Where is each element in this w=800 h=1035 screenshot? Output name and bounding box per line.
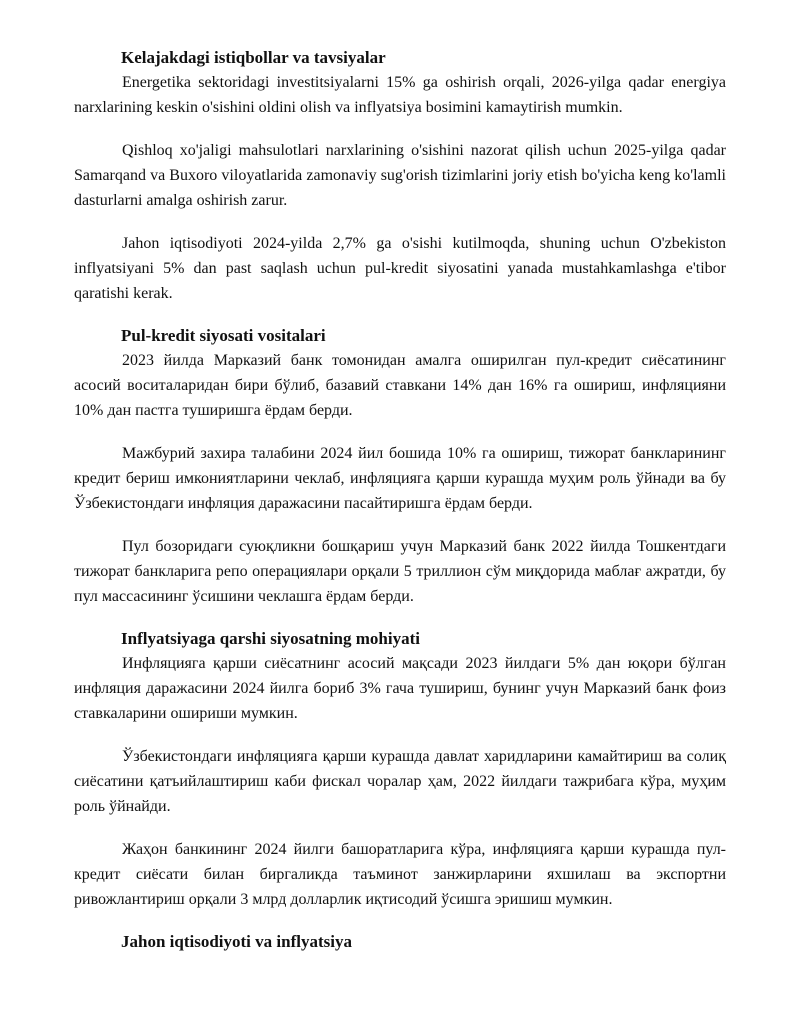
section-monetary-tools [74, 324, 726, 609]
paragraph: Jahon iqtisodiyoti 2024-yilda 2,7% ga o'sishi kutilmoqda, shuning uchun O'zbekiston inflyatsiyani 5% dan past saqlash uchun pul-kredit siyosatini yanada mustahkamlashga e'tibor qaratishi kerak. [74, 235, 726, 302]
paragraph: Инфляцияга қарши сиёсатнинг асосий мақсади 2023 йилдаги 5% дан юқори бўлган инфляция даражасини 2024 йилга бориб 3% гача тушириш, бунинг учун Марказий банк фоиз ставкаларини ошириши мумкин. [74, 655, 726, 722]
paragraph: Energetika sektoridagi investitsiyalarni 15% ga oshirish orqali, 2026-yilga qadar energiya narxlarining keskin o'sishini oldini olish va inflyatsiya bosimini kamaytirish mumkin. [74, 74, 726, 116]
paragraph: Пул бозоридаги суюқликни бошқариш учун Марказий банк 2022 йилда Тошкентдаги тижорат банкларига репо операциялари орқали 5 триллион сўм миқдорида маблағ ажратди, бу пул массасининг ўсишини чеклашга ёрдам берди. [74, 538, 726, 605]
section-heading: Kelajakdagi istiqbollar va tavsiyalar [121, 48, 386, 67]
section-future-prospects [74, 46, 726, 306]
paragraph: Мажбурий захира талабини 2024 йил бошида 10% га ошириш, тижорат банкларининг кредит бериш имкониятларини чеклаб, инфляцияга қарши курашда муҳим роль ўйнади ва бу Ўзбекистондаги инфляция даражасини пасайтиришга ёрдам берди. [74, 445, 726, 512]
paragraph: Qishloq xo'jaligi mahsulotlari narxlarining o'sishini nazorat qilish uchun 2025-yilga qadar Samarqand va Buxoro viloyatlarida zamonaviy sug'orish tizimlarini joriy etish bo'yicha keng ko'lamli dasturlarni amalga oshirish zarur. [74, 142, 726, 209]
paragraph: Жаҳон банкининг 2024 йилги башоратларига кўра, инфляцияга қарши курашда пул-кредит сиёсати билан биргаликда таъминот занжирларини яхшилаш ва экспортни ривожлантириш орқали 3 млрд долларлик иқтисодий ўсишга эришиш мумкин. [74, 841, 726, 908]
paragraph: Ўзбекистондаги инфляцияга қарши курашда давлат харидларини камайтириш ва солиқ сиёсатини қатъийлаштириш каби фискал чоралар ҳам, 2022 йилдаги тажрибага кўра, муҳим роль ўйнайди. [74, 748, 726, 815]
section-heading: Inflyatsiyaga qarshi siyosatning mohiyati [121, 629, 420, 648]
section-anti-inflation-policy [74, 627, 726, 912]
section-heading: Jahon iqtisodiyoti va inflyatsiya [121, 932, 352, 951]
paragraph: 2023 йилда Марказий банк томонидан амалга оширилган пул-кредит сиёсатининг асосий воситаларидан бири бўлиб, базавий ставкани 14% дан 16% га ошириш, инфляцияни 10% дан пастга туширишга ёрдам берди. [74, 352, 726, 419]
section-world-economy [74, 930, 726, 954]
section-heading: Pul-kredit siyosati vositalari [121, 326, 326, 345]
